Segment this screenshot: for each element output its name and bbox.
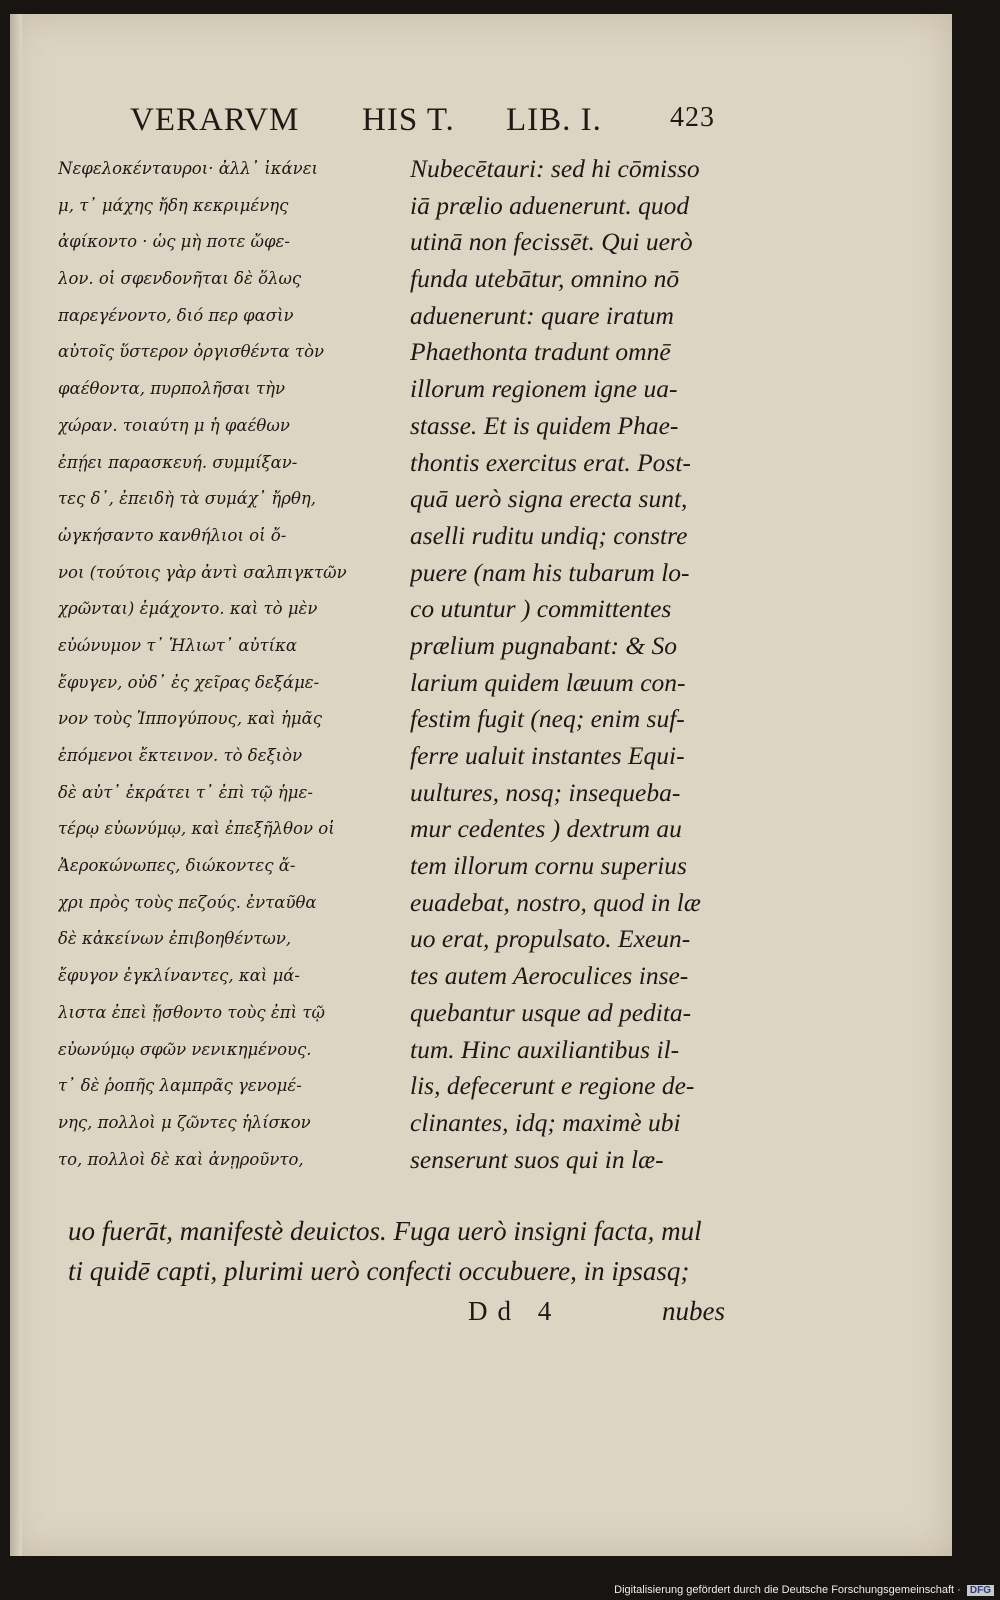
greek-text-line: μ, τ᾽ μάχης ἤδη κεκριμένης: [58, 195, 289, 215]
greek-text-line: ἑπόμενοι ἔκτεινον. τὸ δεξιὸν: [58, 746, 303, 765]
page-footer: [130, 1296, 750, 1336]
greek-text-line: δὲ αὐτ᾽ ἐκράτει τ᾽ ἐπὶ τῷ ἡμε-: [58, 782, 313, 802]
greek-text-line: χώραν. τοιαύτη μ ἡ φαέθων: [58, 415, 290, 435]
latin-text-line: senserunt suos qui in læ-: [410, 1144, 664, 1174]
latin-text-line: tes autem Aeroculices inse-: [410, 961, 689, 991]
latin-text-line: stasse. Et is quidem Phae-: [410, 410, 679, 440]
credit-text: Digitalisierung gefördert durch die Deutsche Forschungsgemeinschaft ·: [614, 1584, 961, 1596]
latin-text-line: quā uerò signa erecta sunt,: [410, 484, 688, 514]
greek-text-line: ἔφυγον ἐγκλίναντες, καὶ μά-: [58, 966, 301, 986]
latin-text-line: lis, defecerunt e regione de-: [410, 1071, 695, 1101]
greek-text-line: δὲ κἀκείνων ἐπιβοηθέντων,: [58, 929, 292, 949]
greek-text-line: χρι πρὸς τοὺς πεζούς. ἐνταῦθα: [58, 892, 317, 912]
latin-text-line: illorum regionem igne ua-: [410, 374, 678, 404]
latin-text-line: funda utebātur, omnino nō: [410, 264, 680, 294]
greek-text-line: ἔφυγεν, οὐδ᾽ ἐς χεῖρας δεξάμε-: [58, 672, 320, 692]
greek-text-line: τες δ᾽, ἐπειδὴ τὰ συμάχ᾽ ἤρθη,: [58, 489, 317, 509]
greek-text-line: αὐτοῖς ὕστερον ὀργισθέντα τὸν: [58, 342, 325, 362]
latin-text-line: uo erat, propulsato. Exeun-: [410, 924, 691, 954]
header-hist: HIS T.: [362, 102, 455, 138]
greek-text-line: παρεγένοντο, διό περ φασὶν: [58, 305, 294, 325]
digitization-credit: [614, 1584, 994, 1596]
greek-text-line: νοι (τούτοις γὰρ ἀντὶ σαλπιγκτῶν: [58, 562, 347, 582]
latin-text-line: uultures, nosq; insequeba-: [410, 777, 681, 807]
greek-text-line: λιστα ἐπεὶ ᾔσθοντο τοὺς ἐπὶ τῷ: [58, 1002, 325, 1022]
greek-text-line: ἀφίκοντο · ὡς μὴ ποτε ὤφε-: [58, 232, 290, 252]
latin-text-line: aselli ruditu undiq; constre: [410, 520, 688, 550]
greek-text-column: [58, 151, 403, 1178]
catchword: nubes: [662, 1296, 725, 1326]
latin-text-line: Phaethonta tradunt omnē: [410, 337, 671, 367]
dfg-logo: DFG: [967, 1585, 994, 1596]
full-width-line: uo fuerāt, manifestè deuictos. Fuga uerò insigni facta, mul: [68, 1216, 702, 1246]
greek-text-line: φαέθοντα, πυρπολῆσαι τὴν: [58, 379, 286, 399]
latin-text-line: clinantes, idq; maximè ubi: [410, 1107, 681, 1137]
latin-text-line: tem illorum cornu superius: [410, 851, 687, 881]
latin-text-line: prælium pugnabant: & So: [410, 630, 678, 660]
latin-text-line: thontis exercitus erat. Post-: [410, 447, 691, 477]
latin-text-column: [410, 151, 755, 1178]
latin-text-line: iā prælio aduenerunt. quod: [410, 190, 690, 220]
greek-text-line: ὠγκήσαντο κανθήλιοι οἱ ὄ-: [58, 525, 287, 545]
book-page: [10, 14, 952, 1556]
full-width-line: ti quidē capti, plurimi uerò confecti occubuere, in ipsasq;: [68, 1256, 690, 1286]
latin-text-line: Nubecētauri: sed hi cōmisso: [410, 154, 700, 183]
latin-text-line: quebantur usque ad pedita-: [410, 997, 692, 1027]
greek-text-line: νης, πολλοὶ μ ζῶντες ἡλίσκον: [58, 1112, 311, 1132]
latin-text-line: mur cedentes ) dextrum au: [410, 814, 682, 844]
latin-text-line: tum. Hinc auxiliantibus il-: [410, 1034, 680, 1064]
greek-text-line: χρῶνται) ἐμάχοντο. καὶ τὸ μὲν: [58, 599, 318, 619]
greek-text-line: εὐωνύμῳ σφῶν νενικημένους.: [58, 1039, 312, 1059]
header-title: VERARVM: [130, 102, 300, 138]
latin-text-line: euadebat, nostro, quod in læ: [410, 887, 701, 917]
latin-text-line: puere (nam his tubarum lo-: [410, 557, 690, 587]
greek-text-line: εὐώνυμον τ᾽ Ἡλιωτ᾽ αὐτίκα: [58, 635, 298, 655]
signature-mark: Dd 4: [468, 1296, 562, 1326]
latin-text-line: larium quidem læuum con-: [410, 667, 686, 697]
latin-text-line: aduenerunt: quare iratum: [410, 300, 674, 330]
header-lib: LIB. I.: [506, 102, 602, 138]
greek-text-line: τ᾽ δὲ ῥοπῆς λαμπρᾶς γενομέ-: [58, 1076, 302, 1096]
page-number: 423: [670, 102, 715, 133]
latin-text-line: utinā non fecissēt. Qui uerò: [410, 227, 693, 257]
greek-text-line: τέρῳ εὐωνύμῳ, καὶ ἐπεξῆλθον οἱ: [58, 819, 335, 839]
running-header: [130, 102, 740, 146]
greek-text-line: Ἀεροκώνωπες, διώκοντες ἄ-: [58, 856, 296, 876]
latin-text-line: festim fugit (neq; enim suf-: [410, 704, 685, 734]
greek-text-line: λον. οἱ σφενδονῆται δὲ ὅλως: [58, 269, 302, 289]
latin-text-line: co utuntur ) committentes: [410, 594, 672, 624]
greek-text-line: νον τοὺς Ἱππογύπους, καὶ ἡμᾶς: [58, 709, 322, 729]
greek-text-line: Νεφελοκένταυροι· ἀλλ᾽ ἱκάνει: [58, 159, 319, 178]
page-gutter-edge: [10, 14, 22, 1556]
greek-text-line: το, πολλοὶ δὲ καὶ ἀνῃροῦντο,: [58, 1149, 304, 1169]
latin-text-line: ferre ualuit instantes Equi-: [410, 741, 685, 770]
greek-text-line: ἐπῄει παρασκευή. συμμίξαν-: [58, 452, 298, 472]
